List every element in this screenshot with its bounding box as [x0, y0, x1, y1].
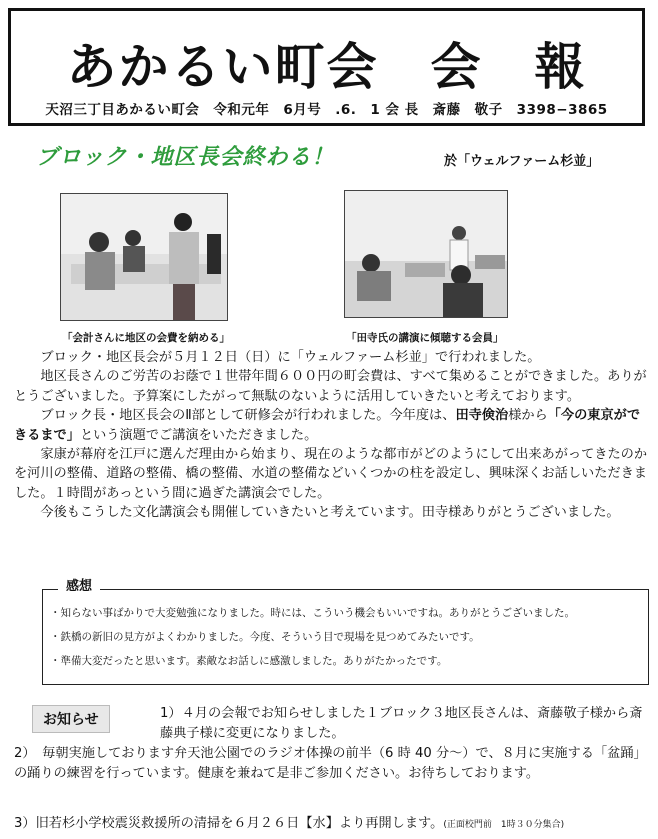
article-venue: 於「ウェルファーム杉並」	[444, 154, 600, 169]
article-headline: ブロック・地区長会終わる！	[36, 145, 335, 170]
notice-item-3-text: 3）旧若杉小学校震災救援所の清掃を６月２６日【水】より再開します。	[14, 816, 444, 831]
photo-meeting-fee	[60, 193, 228, 321]
impression-item: ・鉄橋の新旧の見方がよくわかりました。今度、そういう目で現場を見つめてみたいです。	[50, 631, 480, 643]
impression-item: ・知らない事ばかりで大変勉強になりました。時には、こういう機会もいいですね。ありがとうございました。	[50, 607, 575, 619]
notice-item-2: 2） 毎朝実施しております弁天池公園でのラジオ体操の前半（6 時 40 分〜）で、８月に実施する「盆踊」の踊りの練習を行っています。健康を兼ねて是非ご参加ください。お待ちしております。	[14, 746, 647, 781]
masthead-subtitle: 天沼三丁目あかるい町会 令和元年 6月号 .6. 1 会 長 斎藤 敬子 3398−3865	[45, 102, 608, 118]
notice-item-3	[14, 814, 650, 836]
article-paragraph: ブロック・地区長会が５月１２日（日）に「ウェルファーム杉並」で行われました。	[40, 350, 541, 365]
photo-lecture-audience	[344, 190, 508, 318]
impression-item: ・準備大変だったと思います。素敵なお話しに感激しました。ありがたかったです。	[50, 655, 448, 667]
notice-item-1: 1）４月の会報でお知らせしました１ブロック３地区長さんは、斎藤敬子様から斎藤典子様に変更になりました。	[160, 706, 643, 741]
article-paragraph: 家康が幕府を江戸に選んだ理由から始まり、現在のような都市がどのようにして出来あがってきたのかを河川の整備、道路の整備、橋の整備、水道の整備などいくつかの柱を設定し、興味深くお話しいただきました。１時間があっという間に過ぎた講演会でした。	[14, 447, 648, 501]
lecture-title: 「今の東京ができるまで」	[14, 408, 641, 443]
lecture-intro: ブロック長・地区長会のⅡ部として研修会が行われました。今年度は、	[40, 408, 456, 424]
article-paragraph-lecture	[14, 406, 650, 445]
article-paragraph: 地区長さんのご労苦のお蔭で１世帯年間６００円の町会費は、すべて集めることができました。ありがとうございました。予算案にしたがって無駄のないように活用していきたいと考えております。	[14, 369, 647, 404]
lecturer-name: 田寺倹治	[455, 408, 509, 424]
lecture-honorific: 様から	[508, 408, 548, 424]
notices-label: お知らせ	[32, 705, 110, 733]
masthead-frame	[8, 8, 645, 126]
notice-item-3-note: (正面校門前 1時３０分集合)	[443, 820, 565, 830]
photo-caption-1: 「会計さんに地区の会費を納める」	[62, 332, 230, 344]
article-paragraph: 今後もこうした文化講演会も開催していきたいと考えています。田寺様ありがとうございました。	[40, 505, 620, 521]
impressions-list	[50, 601, 640, 673]
photo-caption-2: 「田寺氏の講演に傾聴する会員」	[346, 332, 504, 344]
article-body	[14, 348, 650, 523]
lecture-outro: という演題でご講演をいただきました。	[79, 427, 318, 443]
masthead-title: あかるい町会 会 報	[66, 38, 587, 96]
impressions-label: 感想	[58, 573, 100, 596]
